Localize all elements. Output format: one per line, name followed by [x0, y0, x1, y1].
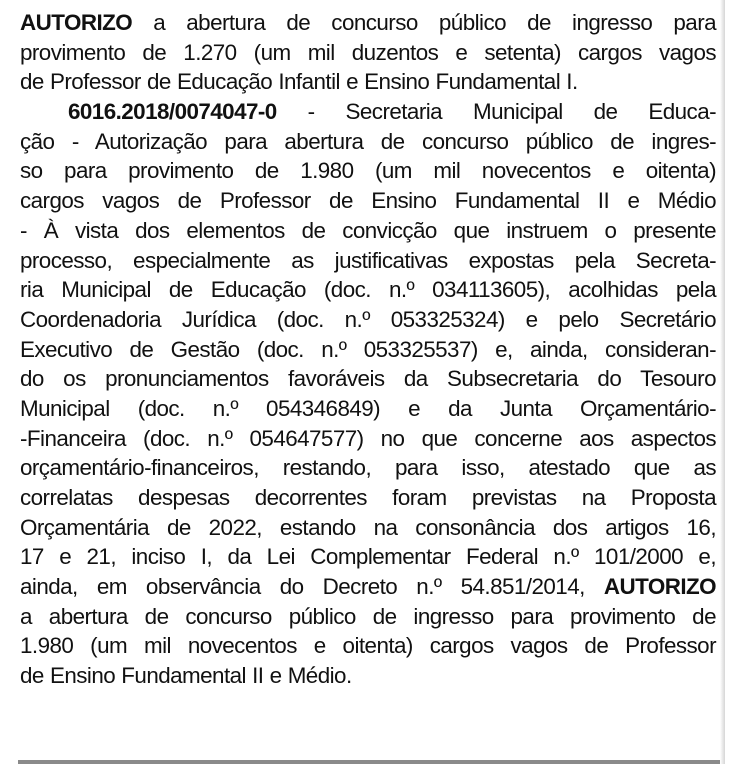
- paragraph2-line18: a abertura de concurso público de ingresso para provimento de: [20, 603, 716, 629]
- paragraph2-line: so para provimento de 1.980 (um mil novecentos e oitenta): [20, 158, 716, 184]
- paragraph1-line3: de Professor de Educação Infantil e Ensino Fundamental I.: [20, 69, 578, 95]
- paragraph2-line: Coordenadoria Jurídica (doc. n.º 053325324) e pelo Secretário: [20, 306, 716, 332]
- document-body: [20, 8, 716, 691]
- paragraph2-line: -Financeira (doc. n.º 054647577) no que concerne aos aspectos: [20, 425, 716, 451]
- paragraph2-line: ria Municipal de Educação (doc. n.º 034113605), acolhidas pela: [20, 277, 716, 303]
- paragraph2-line: do os pronunciamentos favoráveis da Subsecretaria do Tesouro: [20, 366, 716, 392]
- paragraph2-line: processo, especialmente as justificativas expostas pela Secreta-: [20, 247, 716, 273]
- authorize-keyword-2: AUTORIZO: [603, 574, 716, 600]
- paragraph1-line1-rest: a abertura de concurso público de ingresso para: [132, 10, 716, 35]
- paragraph2-line: ção - Autorização para abertura de concurso público de ingres-: [20, 128, 716, 154]
- paragraph2-line: Municipal (doc. n.º 054346849) e da Junta Orçamentário-: [20, 395, 716, 421]
- paragraph2-line: correlatas despesas decorrentes foram previstas na Proposta: [20, 485, 716, 510]
- paragraph2-line17-plain: ainda, em observância do Decreto n.º 54.851/2014,: [20, 574, 604, 600]
- bottom-rule: [18, 760, 720, 764]
- paragraph1-line1: [20, 8, 716, 38]
- paragraph2-line: cargos vagos de Professor de Ensino Fundamental II e Médio: [20, 188, 716, 214]
- right-edge-shadow: [720, 0, 725, 764]
- paragraph2-line: Orçamentária de 2022, estando na consonância dos artigos 16,: [20, 514, 716, 540]
- paragraph2-line: orçamentário-financeiros, restando, para isso, atestado que as: [20, 455, 716, 481]
- paragraph1-line2: provimento de 1.270 (um mil duzentos e setenta) cargos vagos: [20, 39, 716, 65]
- paragraph2-line17: [20, 572, 716, 602]
- paragraph2-line: Executivo de Gestão (doc. n.º 053325537) e, ainda, consideran-: [20, 336, 716, 362]
- paragraph2-line: - À vista dos elementos de convicção que instruem o presente: [20, 217, 716, 243]
- paragraph2-line1: [20, 97, 716, 127]
- process-number: 6016.2018/0074047-0: [68, 99, 277, 125]
- paragraph2-line: 17 e 21, inciso I, da Lei Complementar Federal n.º 101/2000 e,: [20, 544, 716, 570]
- authorize-keyword: AUTORIZO: [20, 10, 133, 35]
- paragraph2-line19: 1.980 (um mil novecentos e oitenta) cargos vagos de Professor: [20, 633, 716, 659]
- paragraph2-line20: de Ensino Fundamental II e Médio.: [20, 663, 352, 689]
- paragraph2-line1-rest: - Secretaria Municipal de Educa-: [276, 99, 716, 125]
